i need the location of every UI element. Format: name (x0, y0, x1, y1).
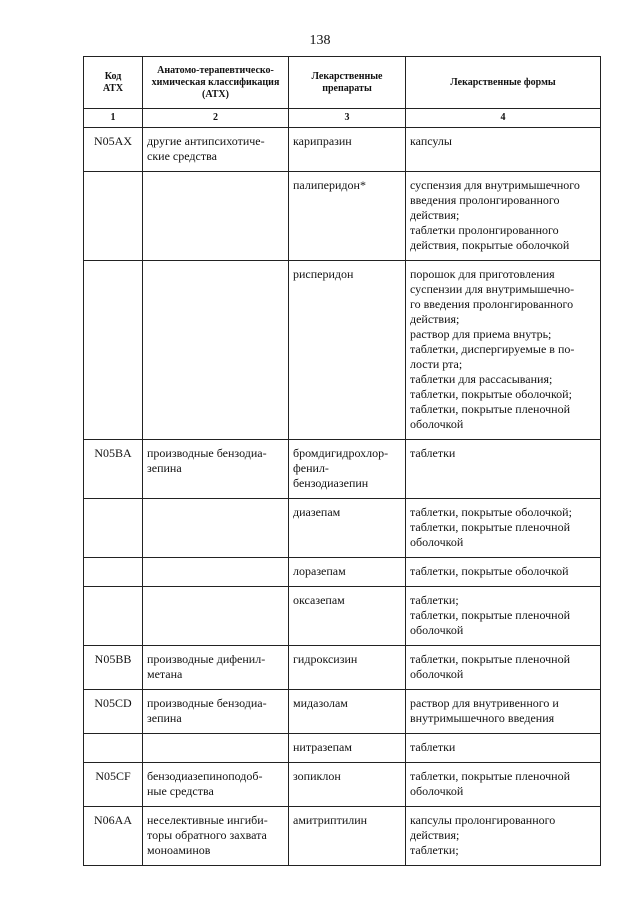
drug-name-cell (289, 558, 406, 587)
dosage-forms-cell (406, 587, 601, 646)
dosage-forms-line: оболочкой (410, 784, 464, 798)
dosage-forms-line: оболочкой (410, 417, 464, 431)
column-number: 4 (406, 109, 601, 128)
table-row (84, 763, 601, 807)
dosage-forms-line: порошок для приготовления (410, 267, 555, 281)
table-row (84, 734, 601, 763)
classification-line: зепина (147, 461, 182, 475)
drug-name-line: бензодиазепин (293, 476, 369, 490)
header-forms: Лекарственные формы (406, 57, 601, 109)
dosage-forms-line: действия; (410, 208, 460, 222)
classification-line: производные бензодиа- (147, 446, 267, 460)
table-row (84, 587, 601, 646)
drug-name-cell (289, 261, 406, 440)
column-number: 2 (143, 109, 289, 128)
classification-line: зепина (147, 711, 182, 725)
classification-cell (143, 807, 289, 866)
table-row (84, 558, 601, 587)
column-number: 3 (289, 109, 406, 128)
drug-name-cell (289, 807, 406, 866)
classification-cell (143, 690, 289, 734)
classification-line: моноаминов (147, 843, 211, 857)
drug-name-line: нитразепам (293, 740, 352, 754)
dosage-forms-line: таблетки, покрытые пленочной (410, 652, 571, 666)
classification-cell (143, 734, 289, 763)
classification-cell (143, 128, 289, 172)
drug-name-cell (289, 734, 406, 763)
dosage-forms-line: таблетки; (410, 593, 459, 607)
dosage-forms-line: таблетки, диспергируемые в по- (410, 342, 575, 356)
classification-line: производные бензодиа- (147, 696, 267, 710)
dosage-forms-cell (406, 499, 601, 558)
drug-name-line: амитриптилин (293, 813, 368, 827)
drug-name-line: диазепам (293, 505, 341, 519)
classification-line: бензодиазепиноподоб- (147, 769, 263, 783)
dosage-forms-line: таблетки, покрытые пленочной (410, 520, 571, 534)
classification-line: неселективные ингиби- (147, 813, 268, 827)
classification-cell (143, 440, 289, 499)
drug-name-line: карипразин (293, 134, 352, 148)
drug-name-line: зопиклон (293, 769, 341, 783)
dosage-forms-line: оболочкой (410, 623, 464, 637)
drug-name-line: рисперидон (293, 267, 354, 281)
dosage-forms-line: таблетки (410, 446, 456, 460)
drug-name-cell (289, 646, 406, 690)
dosage-forms-cell (406, 558, 601, 587)
header-classification: Анатомо-терапевтическо- химическая классификация (АТХ) (143, 57, 289, 109)
classification-cell (143, 646, 289, 690)
dosage-forms-cell (406, 172, 601, 261)
column-number-row (84, 109, 601, 128)
drug-name-cell (289, 440, 406, 499)
dosage-forms-line: таблетки, покрытые пленочной (410, 769, 571, 783)
dosage-forms-cell (406, 763, 601, 807)
classification-line: производные дифенил- (147, 652, 266, 666)
dosage-forms-line: таблетки, покрытые пленочной (410, 608, 571, 622)
classification-line: метана (147, 667, 183, 681)
dosage-forms-line: таблетки для рассасывания; (410, 372, 553, 386)
page-number: 138 (309, 33, 331, 48)
dosage-forms-line: таблетки, покрытые пленочной (410, 402, 571, 416)
atc-code-cell (84, 734, 143, 763)
dosage-forms-line: капсулы (410, 134, 452, 148)
medicines-table (83, 56, 601, 866)
drug-name-line: бромдигидрохлор- (293, 446, 389, 460)
drug-name-cell (289, 690, 406, 734)
dosage-forms-line: таблетки, покрытые оболочкой (410, 564, 569, 578)
dosage-forms-line: раствор для внутривенного и (410, 696, 559, 710)
table-row (84, 128, 601, 172)
classification-line: ные средства (147, 784, 214, 798)
dosage-forms-cell (406, 440, 601, 499)
drug-name-line: гидроксизин (293, 652, 358, 666)
atc-code-cell: N05CD (84, 690, 143, 734)
classification-cell (143, 558, 289, 587)
classification-cell (143, 172, 289, 261)
classification-cell (143, 261, 289, 440)
dosage-forms-line: оболочкой (410, 535, 464, 549)
classification-cell (143, 763, 289, 807)
table-row (84, 690, 601, 734)
header-code: Код АТХ (84, 57, 143, 109)
dosage-forms-line: таблетки; (410, 843, 459, 857)
table-row (84, 440, 601, 499)
dosage-forms-line: го введения пролонгированного (410, 297, 574, 311)
atc-code-cell: N05CF (84, 763, 143, 807)
dosage-forms-line: таблетки (410, 740, 456, 754)
classification-cell (143, 499, 289, 558)
table-row (84, 261, 601, 440)
drug-name-line: мидазолам (293, 696, 348, 710)
drug-name-cell (289, 172, 406, 261)
table-row (84, 646, 601, 690)
dosage-forms-cell (406, 734, 601, 763)
atc-code-cell: N05BB (84, 646, 143, 690)
table-row (84, 172, 601, 261)
table-row (84, 499, 601, 558)
atc-code-cell: N06AA (84, 807, 143, 866)
table-body (84, 128, 601, 866)
drug-name-cell (289, 763, 406, 807)
dosage-forms-line: суспензии для внутримышечно- (410, 282, 575, 296)
atc-code-cell (84, 172, 143, 261)
dosage-forms-cell (406, 807, 601, 866)
drug-name-line: оксазепам (293, 593, 345, 607)
dosage-forms-line: оболочкой (410, 667, 464, 681)
table-row (84, 807, 601, 866)
dosage-forms-line: таблетки, покрытые оболочкой; (410, 387, 572, 401)
drug-name-line: фенил- (293, 461, 329, 475)
dosage-forms-line: таблетки пролонгированного (410, 223, 559, 237)
classification-line: торы обратного захвата (147, 828, 267, 842)
atc-code-cell: N05BA (84, 440, 143, 499)
classification-line: ские средства (147, 149, 217, 163)
drug-name-cell (289, 587, 406, 646)
dosage-forms-cell (406, 261, 601, 440)
atc-code-cell (84, 558, 143, 587)
classification-cell (143, 587, 289, 646)
header-drugs: Лекарственные препараты (289, 57, 406, 109)
drug-name-line: лоразепам (293, 564, 346, 578)
dosage-forms-line: капсулы пролонгированного (410, 813, 556, 827)
dosage-forms-line: действия, покрытые оболочкой (410, 238, 570, 252)
dosage-forms-cell (406, 690, 601, 734)
dosage-forms-line: внутримышечного введения (410, 711, 555, 725)
drug-name-line: палиперидон* (293, 178, 366, 192)
dosage-forms-line: таблетки, покрытые оболочкой; (410, 505, 572, 519)
atc-code-cell (84, 499, 143, 558)
dosage-forms-line: действия; (410, 828, 460, 842)
drug-name-cell (289, 128, 406, 172)
header-row (84, 57, 601, 109)
dosage-forms-line: лости рта; (410, 357, 463, 371)
dosage-forms-cell (406, 128, 601, 172)
atc-code-cell (84, 261, 143, 440)
dosage-forms-line: введения пролонгированного (410, 193, 560, 207)
atc-code-cell: N05AX (84, 128, 143, 172)
column-number: 1 (84, 109, 143, 128)
dosage-forms-line: действия; (410, 312, 460, 326)
dosage-forms-cell (406, 646, 601, 690)
dosage-forms-line: суспензия для внутримышечного (410, 178, 580, 192)
atc-code-cell (84, 587, 143, 646)
dosage-forms-line: раствор для приема внутрь; (410, 327, 552, 341)
drug-name-cell (289, 499, 406, 558)
classification-line: другие антипсихотиче- (147, 134, 265, 148)
